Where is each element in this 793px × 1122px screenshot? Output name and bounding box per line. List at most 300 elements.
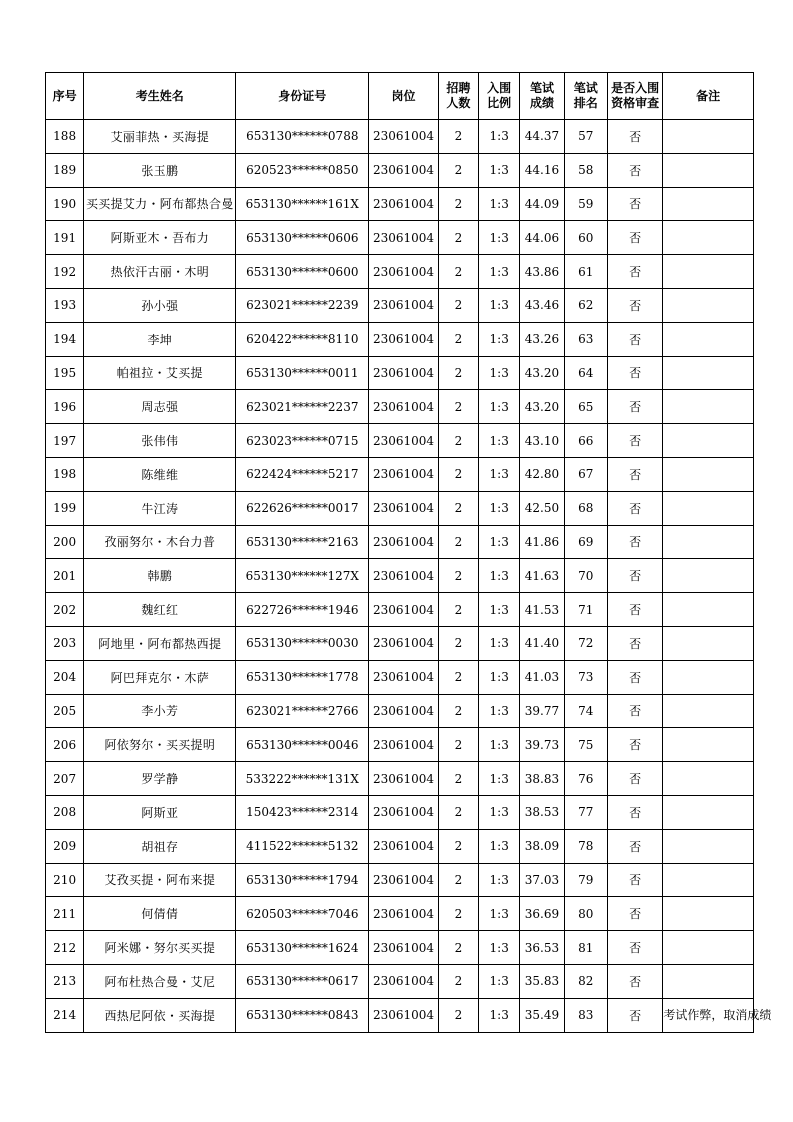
cell-rank: 82: [564, 964, 607, 998]
cell-name: 阿布杜热合曼・艾尼: [84, 964, 236, 998]
cell-post: 23061004: [369, 491, 438, 525]
cell-note: [663, 964, 754, 998]
cell-post: 23061004: [369, 626, 438, 660]
cell-score: 44.09: [520, 187, 564, 221]
cell-qualify: 否: [607, 863, 662, 897]
cell-name: 罗学静: [84, 762, 236, 796]
cell-id-number: 653130******161X: [236, 187, 369, 221]
table-row: [46, 829, 754, 863]
cell-ratio: 1:3: [479, 728, 520, 762]
cell-score: 43.46: [520, 288, 564, 322]
cell-seq: 194: [46, 322, 84, 356]
cell-post: 23061004: [369, 525, 438, 559]
cell-name: 孜丽努尔・木台力普: [84, 525, 236, 559]
table-row: [46, 626, 754, 660]
table-row: [46, 897, 754, 931]
cell-id-number: 653130******0030: [236, 626, 369, 660]
cell-rank: 81: [564, 931, 607, 965]
cell-quota: 2: [438, 559, 478, 593]
cell-rank: 78: [564, 829, 607, 863]
cell-qualify: 否: [607, 593, 662, 627]
cell-rank: 70: [564, 559, 607, 593]
cell-quota: 2: [438, 931, 478, 965]
cell-score: 36.53: [520, 931, 564, 965]
header-name: 考生姓名: [84, 73, 236, 120]
table-row: [46, 728, 754, 762]
cell-quota: 2: [438, 356, 478, 390]
cell-quota: 2: [438, 255, 478, 289]
cell-ratio: 1:3: [479, 288, 520, 322]
table-row: [46, 491, 754, 525]
cell-quota: 2: [438, 221, 478, 255]
cell-ratio: 1:3: [479, 897, 520, 931]
cell-post: 23061004: [369, 221, 438, 255]
cell-ratio: 1:3: [479, 998, 520, 1032]
cell-post: 23061004: [369, 120, 438, 154]
cell-ratio: 1:3: [479, 829, 520, 863]
results-table: [45, 72, 772, 1033]
table-row: [46, 153, 754, 187]
header-id: 身份证号: [236, 73, 369, 120]
cell-ratio: 1:3: [479, 863, 520, 897]
cell-post: 23061004: [369, 390, 438, 424]
cell-qualify: 否: [607, 694, 662, 728]
cell-name: 胡祖存: [84, 829, 236, 863]
cell-post: 23061004: [369, 863, 438, 897]
cell-id-number: 411522******5132: [236, 829, 369, 863]
cell-post: 23061004: [369, 356, 438, 390]
cell-ratio: 1:3: [479, 255, 520, 289]
cell-ratio: 1:3: [479, 120, 520, 154]
table-row: [46, 288, 754, 322]
table-row: [46, 356, 754, 390]
cell-quota: 2: [438, 322, 478, 356]
cell-note: [663, 390, 754, 424]
cell-score: 43.20: [520, 390, 564, 424]
cell-rank: 71: [564, 593, 607, 627]
cell-note: [663, 559, 754, 593]
cell-seq: 206: [46, 728, 84, 762]
cell-rank: 57: [564, 120, 607, 154]
cell-seq: 203: [46, 626, 84, 660]
table-row: [46, 660, 754, 694]
cell-quota: 2: [438, 491, 478, 525]
cell-quota: 2: [438, 288, 478, 322]
cell-name: 牛江涛: [84, 491, 236, 525]
cell-note: [663, 153, 754, 187]
cell-score: 35.49: [520, 998, 564, 1032]
cell-score: 43.20: [520, 356, 564, 390]
cell-seq: 202: [46, 593, 84, 627]
cell-score: 39.73: [520, 728, 564, 762]
cell-ratio: 1:3: [479, 660, 520, 694]
cell-seq: 201: [46, 559, 84, 593]
cell-name: 李小芳: [84, 694, 236, 728]
table-row: [46, 187, 754, 221]
header-score: 笔试 成绩: [520, 73, 564, 120]
cell-ratio: 1:3: [479, 795, 520, 829]
cell-quota: 2: [438, 187, 478, 221]
cell-id-number: 653130******1778: [236, 660, 369, 694]
cell-note: [663, 897, 754, 931]
cell-name: 帕祖拉・艾买提: [84, 356, 236, 390]
header-row: [46, 73, 754, 120]
cell-post: 23061004: [369, 795, 438, 829]
cell-name: 阿地里・阿布都热西提: [84, 626, 236, 660]
cell-rank: 73: [564, 660, 607, 694]
cell-id-number: 653130******0046: [236, 728, 369, 762]
cell-score: 43.26: [520, 322, 564, 356]
cell-ratio: 1:3: [479, 390, 520, 424]
cell-rank: 58: [564, 153, 607, 187]
cell-quota: 2: [438, 897, 478, 931]
cell-score: 39.77: [520, 694, 564, 728]
cell-note: [663, 255, 754, 289]
cell-score: 41.03: [520, 660, 564, 694]
cell-qualify: 否: [607, 626, 662, 660]
cell-name: 阿依努尔・买买提明: [84, 728, 236, 762]
cell-post: 23061004: [369, 762, 438, 796]
cell-note: [663, 356, 754, 390]
cell-name: 西热尼阿依・买海提: [84, 998, 236, 1032]
cell-qualify: 否: [607, 829, 662, 863]
cell-seq: 190: [46, 187, 84, 221]
cell-quota: 2: [438, 153, 478, 187]
table-row: [46, 221, 754, 255]
table-row: [46, 559, 754, 593]
cell-quota: 2: [438, 728, 478, 762]
table-row: [46, 694, 754, 728]
cell-note: [663, 931, 754, 965]
cell-score: 38.83: [520, 762, 564, 796]
cell-quota: 2: [438, 457, 478, 491]
cell-rank: 64: [564, 356, 607, 390]
cell-qualify: 否: [607, 931, 662, 965]
cell-score: 38.09: [520, 829, 564, 863]
cell-qualify: 否: [607, 525, 662, 559]
cell-score: 42.80: [520, 457, 564, 491]
cell-quota: 2: [438, 525, 478, 559]
cell-qualify: 否: [607, 964, 662, 998]
cell-quota: 2: [438, 660, 478, 694]
cell-seq: 196: [46, 390, 84, 424]
cell-qualify: 否: [607, 288, 662, 322]
table-row: [46, 457, 754, 491]
table-row: [46, 424, 754, 458]
cell-note: [663, 660, 754, 694]
cell-quota: 2: [438, 694, 478, 728]
cell-score: 38.53: [520, 795, 564, 829]
cell-post: 23061004: [369, 288, 438, 322]
cell-post: 23061004: [369, 559, 438, 593]
cell-rank: 75: [564, 728, 607, 762]
cell-seq: 200: [46, 525, 84, 559]
cell-score: 43.86: [520, 255, 564, 289]
cell-rank: 66: [564, 424, 607, 458]
cell-id-number: 653130******2163: [236, 525, 369, 559]
cell-note: [663, 120, 754, 154]
cell-qualify: 否: [607, 728, 662, 762]
cell-score: 37.03: [520, 863, 564, 897]
cell-quota: 2: [438, 424, 478, 458]
cell-id-number: 623021******2237: [236, 390, 369, 424]
cell-id-number: 653130******0788: [236, 120, 369, 154]
cell-qualify: 否: [607, 491, 662, 525]
table-row: [46, 863, 754, 897]
cell-post: 23061004: [369, 964, 438, 998]
table-row: [46, 120, 754, 154]
cell-rank: 72: [564, 626, 607, 660]
cell-id-number: 622726******1946: [236, 593, 369, 627]
cell-qualify: 否: [607, 762, 662, 796]
cell-name: 周志强: [84, 390, 236, 424]
cell-id-number: 653130******1624: [236, 931, 369, 965]
cell-seq: 195: [46, 356, 84, 390]
cell-score: 44.37: [520, 120, 564, 154]
cell-score: 41.63: [520, 559, 564, 593]
cell-rank: 69: [564, 525, 607, 559]
cell-note: [663, 525, 754, 559]
cell-post: 23061004: [369, 694, 438, 728]
cell-qualify: 否: [607, 457, 662, 491]
cell-seq: 212: [46, 931, 84, 965]
header-note: 备注: [663, 73, 754, 120]
cell-quota: 2: [438, 390, 478, 424]
cell-seq: 214: [46, 998, 84, 1032]
cell-id-number: 620503******7046: [236, 897, 369, 931]
cell-ratio: 1:3: [479, 356, 520, 390]
cell-name: 阿米娜・努尔买买提: [84, 931, 236, 965]
cell-rank: 77: [564, 795, 607, 829]
cell-note: [663, 694, 754, 728]
cell-score: 36.69: [520, 897, 564, 931]
cell-seq: 209: [46, 829, 84, 863]
cell-name: 韩鹏: [84, 559, 236, 593]
cell-name: 陈维维: [84, 457, 236, 491]
cell-note: [663, 795, 754, 829]
cell-rank: 74: [564, 694, 607, 728]
cell-post: 23061004: [369, 728, 438, 762]
table-row: [46, 762, 754, 796]
cell-quota: 2: [438, 762, 478, 796]
cell-quota: 2: [438, 829, 478, 863]
cell-ratio: 1:3: [479, 762, 520, 796]
cell-score: 41.40: [520, 626, 564, 660]
cell-note: [663, 322, 754, 356]
header-qualify: 是否入围 资格审查: [607, 73, 662, 120]
cell-qualify: 否: [607, 120, 662, 154]
cell-name: 张玉鹏: [84, 153, 236, 187]
cell-note: [663, 762, 754, 796]
cell-qualify: 否: [607, 795, 662, 829]
cell-note: [663, 457, 754, 491]
cell-rank: 76: [564, 762, 607, 796]
cell-qualify: 否: [607, 356, 662, 390]
table-row: [46, 964, 754, 998]
cell-rank: 63: [564, 322, 607, 356]
cell-seq: 189: [46, 153, 84, 187]
cell-post: 23061004: [369, 424, 438, 458]
cell-ratio: 1:3: [479, 694, 520, 728]
cell-name: 张伟伟: [84, 424, 236, 458]
cell-post: 23061004: [369, 322, 438, 356]
cell-qualify: 否: [607, 153, 662, 187]
cell-ratio: 1:3: [479, 626, 520, 660]
cell-rank: 68: [564, 491, 607, 525]
table-row: [46, 322, 754, 356]
cell-ratio: 1:3: [479, 931, 520, 965]
cell-ratio: 1:3: [479, 187, 520, 221]
cell-ratio: 1:3: [479, 559, 520, 593]
cell-post: 23061004: [369, 897, 438, 931]
cell-ratio: 1:3: [479, 593, 520, 627]
header-ratio: 入围 比例: [479, 73, 520, 120]
cell-score: 41.53: [520, 593, 564, 627]
cell-score: 44.06: [520, 221, 564, 255]
cell-name: 艾孜买提・阿布来提: [84, 863, 236, 897]
cell-id-number: 620422******8110: [236, 322, 369, 356]
cell-quota: 2: [438, 593, 478, 627]
cell-quota: 2: [438, 795, 478, 829]
cell-id-number: 620523******0850: [236, 153, 369, 187]
cell-post: 23061004: [369, 457, 438, 491]
cell-id-number: 653130******0843: [236, 998, 369, 1032]
cell-id-number: 653130******0617: [236, 964, 369, 998]
header-post: 岗位: [369, 73, 438, 120]
cell-quota: 2: [438, 998, 478, 1032]
cell-post: 23061004: [369, 255, 438, 289]
cell-seq: 204: [46, 660, 84, 694]
cell-seq: 211: [46, 897, 84, 931]
cell-id-number: 623021******2239: [236, 288, 369, 322]
cell-post: 23061004: [369, 829, 438, 863]
cell-name: 阿斯亚: [84, 795, 236, 829]
table-header: [46, 73, 754, 120]
cell-score: 44.16: [520, 153, 564, 187]
cell-quota: 2: [438, 964, 478, 998]
cell-id-number: 533222******131X: [236, 762, 369, 796]
table-row: [46, 390, 754, 424]
cell-id-number: 623021******2766: [236, 694, 369, 728]
cell-qualify: 否: [607, 660, 662, 694]
cell-qualify: 否: [607, 424, 662, 458]
cell-rank: 79: [564, 863, 607, 897]
cell-seq: 197: [46, 424, 84, 458]
cell-seq: 192: [46, 255, 84, 289]
table-row: [46, 525, 754, 559]
cell-rank: 59: [564, 187, 607, 221]
cell-seq: 188: [46, 120, 84, 154]
header-rank: 笔试 排名: [564, 73, 607, 120]
cell-id-number: 150423******2314: [236, 795, 369, 829]
cell-ratio: 1:3: [479, 322, 520, 356]
cell-ratio: 1:3: [479, 457, 520, 491]
cell-seq: 207: [46, 762, 84, 796]
cell-rank: 83: [564, 998, 607, 1032]
table-row: [46, 931, 754, 965]
cell-post: 23061004: [369, 153, 438, 187]
table-row: [46, 593, 754, 627]
cell-id-number: 653130******0600: [236, 255, 369, 289]
cell-quota: 2: [438, 626, 478, 660]
cell-ratio: 1:3: [479, 964, 520, 998]
cell-ratio: 1:3: [479, 491, 520, 525]
cell-rank: 67: [564, 457, 607, 491]
cell-seq: 193: [46, 288, 84, 322]
cell-name: 阿巴拜克尔・木萨: [84, 660, 236, 694]
cell-seq: 191: [46, 221, 84, 255]
cell-seq: 198: [46, 457, 84, 491]
cell-name: 买买提艾力・阿布都热合曼: [84, 187, 236, 221]
cell-seq: 205: [46, 694, 84, 728]
cell-note: [663, 863, 754, 897]
cell-name: 孙小强: [84, 288, 236, 322]
cell-note: [663, 187, 754, 221]
cell-note: [663, 221, 754, 255]
cell-score: 43.10: [520, 424, 564, 458]
cell-qualify: 否: [607, 187, 662, 221]
cell-note: [663, 829, 754, 863]
table-row: [46, 255, 754, 289]
cell-qualify: 否: [607, 255, 662, 289]
cell-note: [663, 288, 754, 322]
cell-rank: 62: [564, 288, 607, 322]
cell-qualify: 否: [607, 322, 662, 356]
cell-rank: 65: [564, 390, 607, 424]
cell-seq: 199: [46, 491, 84, 525]
cell-name: 热依汗古丽・木明: [84, 255, 236, 289]
cell-post: 23061004: [369, 660, 438, 694]
cell-note: [663, 728, 754, 762]
cell-name: 李坤: [84, 322, 236, 356]
table-row: [46, 998, 754, 1032]
cell-qualify: 否: [607, 897, 662, 931]
cell-note: [663, 626, 754, 660]
header-seq: 序号: [46, 73, 84, 120]
cell-id-number: 653130******0606: [236, 221, 369, 255]
cell-name: 何倩倩: [84, 897, 236, 931]
cell-quota: 2: [438, 120, 478, 154]
cell-ratio: 1:3: [479, 221, 520, 255]
cell-score: 35.83: [520, 964, 564, 998]
table-row: [46, 795, 754, 829]
cell-post: 23061004: [369, 187, 438, 221]
cell-rank: 61: [564, 255, 607, 289]
cell-ratio: 1:3: [479, 424, 520, 458]
cell-qualify: 否: [607, 559, 662, 593]
cell-note: [663, 424, 754, 458]
cell-note: 考试作弊，取消成绩: [663, 998, 754, 1032]
cell-post: 23061004: [369, 998, 438, 1032]
cell-id-number: 653130******1794: [236, 863, 369, 897]
cell-ratio: 1:3: [479, 525, 520, 559]
cell-id-number: 623023******0715: [236, 424, 369, 458]
cell-rank: 80: [564, 897, 607, 931]
cell-qualify: 否: [607, 390, 662, 424]
cell-name: 阿斯亚木・吾布力: [84, 221, 236, 255]
cell-id-number: 622626******0017: [236, 491, 369, 525]
cell-post: 23061004: [369, 931, 438, 965]
cell-note: [663, 593, 754, 627]
cell-ratio: 1:3: [479, 153, 520, 187]
cell-name: 艾丽菲热・买海提: [84, 120, 236, 154]
cell-score: 42.50: [520, 491, 564, 525]
cell-post: 23061004: [369, 593, 438, 627]
cell-score: 41.86: [520, 525, 564, 559]
cell-id-number: 653130******0011: [236, 356, 369, 390]
cell-note: [663, 491, 754, 525]
cell-rank: 60: [564, 221, 607, 255]
